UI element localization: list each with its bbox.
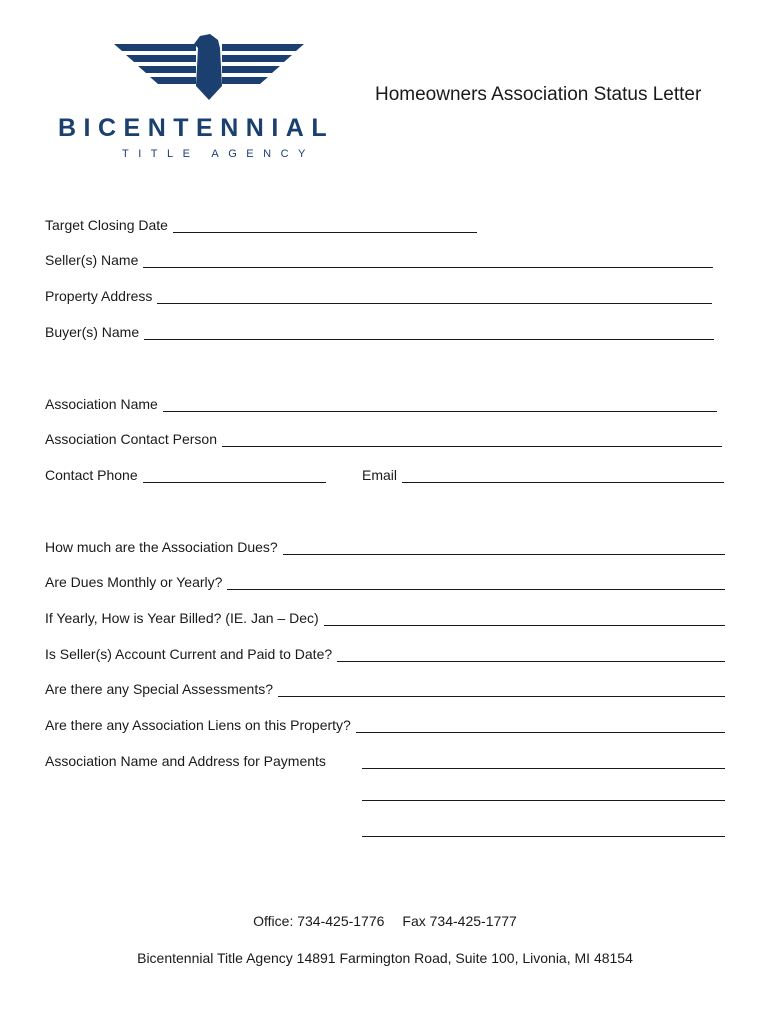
email-field[interactable] [362,465,724,483]
eagle-icon [114,34,304,100]
field-label: Email [362,467,398,483]
document-title: Homeowners Association Status Letter [375,84,702,105]
fill-line[interactable] [337,648,725,662]
fax-number: Fax 734-425-1777 [402,913,517,929]
contact-phone-field[interactable] [45,465,326,483]
special-assessments-field[interactable] [45,679,725,697]
payment-address-line-3[interactable] [362,836,725,837]
payment-address-line-2[interactable] [362,800,725,801]
field-label: Are there any Special Assessments? [45,681,274,697]
fill-line[interactable] [143,254,713,268]
target-closing-date-field[interactable] [45,215,477,233]
field-label: Buyer(s) Name [45,324,140,340]
fill-line[interactable] [362,755,725,769]
field-label: Target Closing Date [45,217,168,233]
field-label: Seller(s) Name [45,252,139,268]
fill-line[interactable] [143,469,326,483]
fill-line[interactable] [173,219,477,233]
field-label: Is Seller(s) Account Current and Paid to Date? [45,646,333,662]
footer-address: Bicentennial Title Agency 14891 Farmington Road, Suite 100, Livonia, MI 48154 [137,950,633,966]
footer-contact [0,913,770,929]
fill-line[interactable] [227,576,725,590]
field-label: Association Contact Person [45,431,217,447]
property-address-field[interactable] [45,286,712,304]
buyers-name-field[interactable] [45,322,714,340]
brand-tagline: TITLE AGENCY [122,148,315,160]
association-name-field[interactable] [45,394,717,412]
dues-frequency-field[interactable] [45,572,725,590]
fill-line[interactable] [356,719,725,733]
fill-line[interactable] [402,469,724,483]
field-label: Association Name [45,396,158,412]
company-logo [58,34,368,164]
fill-line[interactable] [144,326,714,340]
field-label: Property Address [45,288,153,304]
sellers-name-field[interactable] [45,250,713,268]
field-label: How much are the Association Dues? [45,539,278,555]
brand-name: BICENTENNIAL [58,114,335,142]
fill-line[interactable] [324,612,725,626]
field-label: Are there any Association Liens on this Property? [45,717,351,733]
field-label: Contact Phone [45,467,138,483]
association-liens-field[interactable] [45,715,725,733]
payment-address-field[interactable] [45,751,725,769]
association-dues-field[interactable] [45,537,725,555]
office-phone: Office: 734-425-1776 [253,913,385,929]
fill-line[interactable] [278,683,725,697]
fill-line[interactable] [222,433,722,447]
year-billed-field[interactable] [45,608,725,626]
field-label: Association Name and Address for Payments [45,753,326,769]
fill-line[interactable] [157,290,712,304]
field-label: Are Dues Monthly or Yearly? [45,574,223,590]
fill-line[interactable] [283,541,725,555]
field-label: If Yearly, How is Year Billed? (IE. Jan – Dec) [45,610,319,626]
association-contact-person-field[interactable] [45,429,722,447]
fill-line[interactable] [163,398,717,412]
account-current-field[interactable] [45,644,725,662]
